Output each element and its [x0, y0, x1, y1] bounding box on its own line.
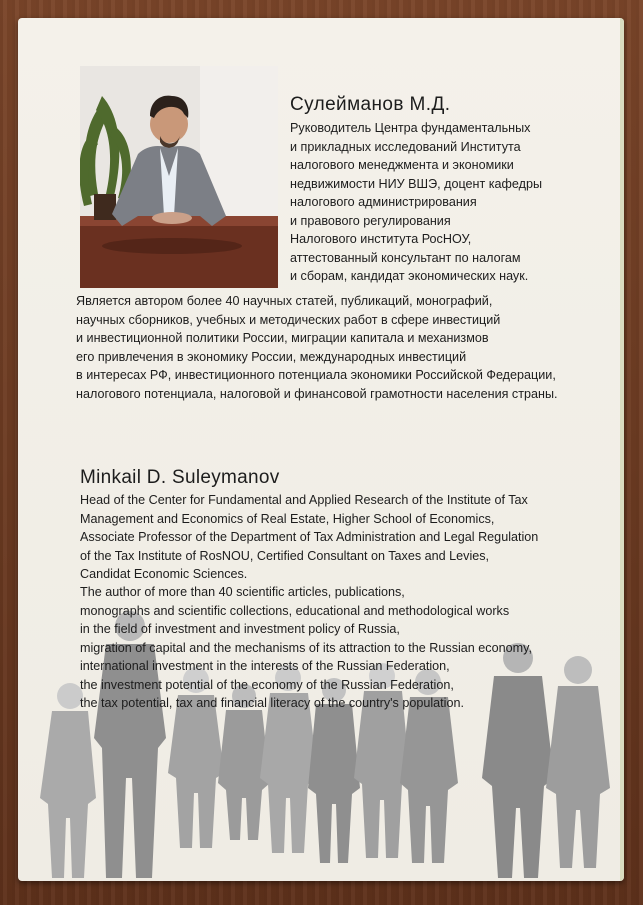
author-position-russian: Руководитель Центра фундаментальных и прикладных исследований Института налогового менеджмента и экономики недвижимости НИУ ВШЭ, доцент кафедры налогового администрирования и правового регулирования Налогового института РосНОУ, аттестованный консультант по налогам и сборам, кандидат экономических наук.: [290, 121, 543, 283]
author-works-english: The author of more than 40 scientific articles, publications, monographs and scientific collections, educational and methodological works in the field of investment and investment policy of Russia, migration of capital and the mechanisms of its attraction to the Russian economy, international investment in the interests of the Russian Federation, the investment potential of the economy of the Russian Federation, the tax potential, tax and financial literacy of the country's population.: [80, 585, 532, 710]
author-photo: [80, 66, 278, 288]
author-works-russian: Является автором более 40 научных статей, публикаций, монографий, научных сборников, учебных и методических работ в сфере инвестиций и инвестиционной политики России, миграции капитала и механизмов его привлечения в экономику России, международных инвестиций в интересах РФ, инвестиционного потенциала экономики Российской Федерации, налогового потенциала, налоговой и финансовой грамотности населения страны.: [76, 294, 558, 401]
author-name-english: Minkail D. Suleymanov: [80, 467, 280, 488]
author-position-english: Head of the Center for Fundamental and Applied Research of the Institute of Tax Management and Economics of Real Estate, Higher School of Economics, Associate Professor of the Department of Tax Administration and Legal Regulation of the Tax Institute of RosNOU, Certified Consultant on Taxes and Levies, Candidat Economic Sciences.: [80, 493, 539, 581]
author-name-russian: Сулейманов М.Д.: [290, 94, 451, 115]
book-back-cover: [18, 18, 624, 881]
